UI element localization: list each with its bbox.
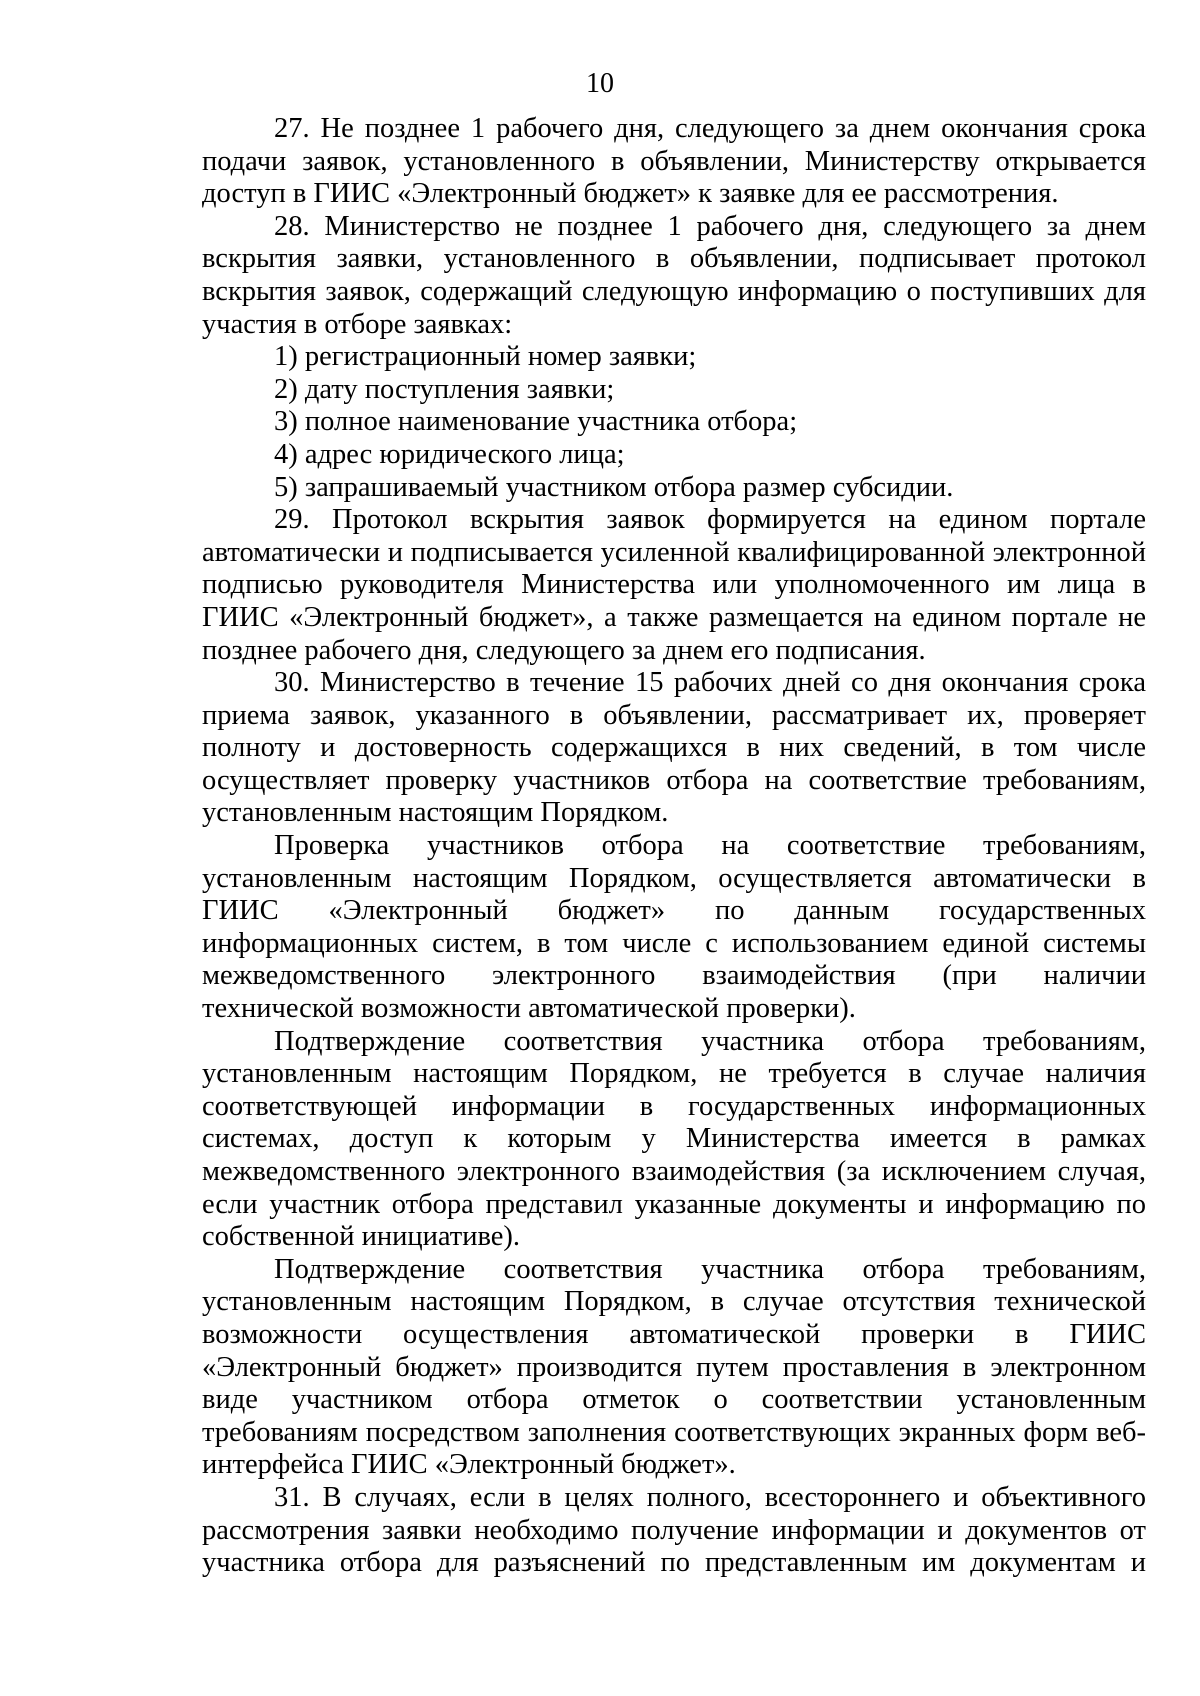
list-item-2: 2) дату поступления заявки; <box>274 373 615 405</box>
list-item-3: 3) полное наименование участника отбора; <box>274 406 798 438</box>
paragraph-30: 30. Министерство в течение 15 рабочих дней со дня окончания срока приема заявок, указанного в объявлении, рассматривает их, проверяет полноту и достоверность содержащихся в них сведений, в том числе осуществляет проверку участников отбора на соответствие требованиям, установленным настоящим Порядком. <box>202 667 1146 829</box>
document-body <box>202 113 1146 1580</box>
paragraph-29: 29. Протокол вскрытия заявок формируется на едином портале автоматически и подписывается усиленной квалифицированной электронной подписью руководителя Министерства или уполномоченного им лица в ГИИС «Электронный бюджет», а также размещается на едином портале не позднее рабочего дня, следующего за днем его подписания. <box>202 504 1146 666</box>
list-item-4: 4) адрес юридического лица; <box>274 438 625 470</box>
page-number: 10 <box>586 68 614 99</box>
paragraph-30-confirmation-manual: Подтверждение соответствия участника отбора требованиям, установленным настоящим Порядком, в случае отсутствия технической возможности осуществления автоматической проверки в ГИИС «Электронный бюджет» производится путем проставления в электронном виде участником отбора отметок о соответствии установленным требованиям посредством заполнения соответствующих экранных форм веб-интерфейса ГИИС «Электронный бюджет». <box>202 1253 1146 1481</box>
paragraph-28: 28. Министерство не позднее 1 рабочего дня, следующего за днем вскрытия заявки, установленного в объявлении, подписывает протокол вскрытия заявок, содержащий следующую информацию о поступивших для участия в отборе заявках: <box>202 210 1146 340</box>
list-item-5: 5) запрашиваемый участником отбора размер субсидии. <box>274 471 954 503</box>
paragraph-31: 31. В случаях, если в целях полного, всестороннего и объективного рассмотрения заявки необходимо получение информации и документов от участника отбора для разъяснений по представленным им документам и <box>202 1481 1146 1579</box>
paragraph-30-verification: Проверка участников отбора на соответствие требованиям, установленным настоящим Порядком, осуществляется автоматически в ГИИС «Электронный бюджет» по данным государственных информационных систем, в том числе с использованием единой системы межведомственного электронного взаимодействия (при наличии технической возможности автоматической проверки). <box>202 830 1146 1025</box>
paragraph-30-confirmation-not-required: Подтверждение соответствия участника отбора требованиям, установленным настоящим Порядком, не требуется в случае наличия соответствующей информации в государственных информационных системах, доступ к которым у Министерства имеется в рамках межведомственного электронного взаимодействия (за исключением случая, если участник отбора представил указанные документы и информацию по собственной инициативе). <box>202 1025 1146 1253</box>
list-item-1: 1) регистрационный номер заявки; <box>274 341 697 373</box>
paragraph-27: 27. Не позднее 1 рабочего дня, следующего за днем окончания срока подачи заявок, установленного в объявлении, Министерству открывается доступ в ГИИС «Электронный бюджет» к заявке для ее рассмотрения. <box>202 113 1146 210</box>
